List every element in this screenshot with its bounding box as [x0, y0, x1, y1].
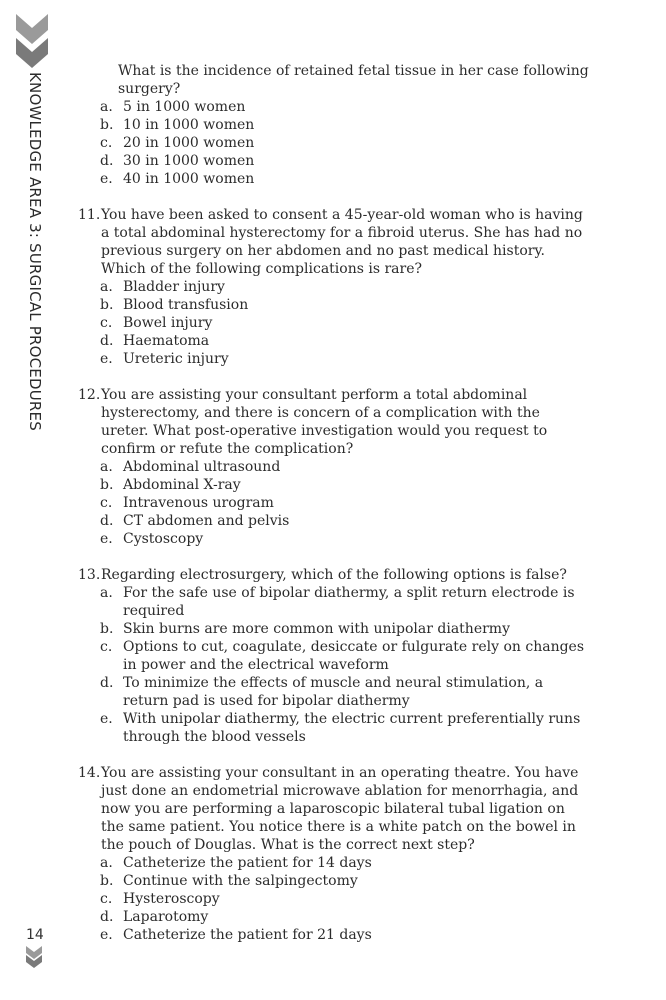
option-a [78, 854, 590, 872]
page-number: 14 [26, 927, 44, 943]
option-text: 5 in 1000 women [123, 99, 246, 115]
option-c [78, 638, 590, 674]
option-letter: d. [100, 909, 114, 925]
option-list [78, 98, 590, 188]
option-letter: c. [100, 891, 113, 907]
option-a [78, 584, 590, 620]
option-text: For the safe use of bipolar diathermy, a split return electrode is required [123, 585, 575, 619]
option-e [78, 710, 590, 746]
question-14 [78, 764, 590, 854]
question-number: 14. [78, 765, 101, 781]
option-d [78, 512, 590, 530]
option-text: Blood transfusion [123, 297, 249, 313]
question-stem: You are assisting your consultant perform a total abdominal hysterectomy, and there is concern of a complication with the ureter. What post-operative investigation would you request to confirm or refute the complication? [101, 387, 548, 457]
question-12 [78, 386, 590, 458]
option-letter: d. [100, 333, 114, 349]
option-e [78, 530, 590, 548]
option-letter: c. [100, 315, 113, 331]
option-text: 30 in 1000 women [123, 153, 255, 169]
option-letter: e. [100, 711, 113, 727]
option-text: Haematoma [123, 333, 210, 349]
option-text: Intravenous urogram [123, 495, 274, 511]
option-text: Bowel injury [123, 315, 213, 331]
option-text: Abdominal X-ray [123, 477, 241, 493]
option-letter: d. [100, 675, 114, 691]
option-text: 20 in 1000 women [123, 135, 255, 151]
option-letter: c. [100, 639, 113, 655]
question-stem: You have been asked to consent a 45-year-old woman who is having a total abdominal hysterectomy for a fibroid uterus. She has had no previous surgery on her abdomen and no past medical history. Which of the following complications is rare? [101, 207, 583, 277]
question-stem [101, 62, 590, 98]
question-number: 11. [78, 207, 101, 223]
option-a [78, 458, 590, 476]
option-text: Laparotomy [123, 909, 209, 925]
option-letter: e. [100, 531, 113, 547]
small-double-chevron-icon [26, 946, 42, 968]
option-letter: c. [100, 135, 113, 151]
option-b [78, 116, 590, 134]
option-text: With unipolar diathermy, the electric current preferentially runs through the blood vessels [123, 711, 581, 745]
option-text: 10 in 1000 women [123, 117, 255, 133]
option-d [78, 908, 590, 926]
option-text: Skin burns are more common with unipolar diathermy [123, 621, 510, 637]
option-text: Bladder injury [123, 279, 225, 295]
option-letter: d. [100, 153, 114, 169]
option-d [78, 674, 590, 710]
option-b [78, 620, 590, 638]
option-e [78, 926, 590, 944]
option-text: Hysteroscopy [123, 891, 220, 907]
continued-question [78, 62, 590, 98]
question-number: 12. [78, 387, 101, 403]
option-letter: e. [100, 171, 113, 187]
option-text: Cystoscopy [123, 531, 204, 547]
option-letter: c. [100, 495, 113, 511]
option-text: Continue with the salpingectomy [123, 873, 358, 889]
option-letter: a. [100, 585, 113, 601]
question-stem: Regarding electrosurgery, which of the following options is false? [101, 567, 567, 583]
option-b [78, 296, 590, 314]
option-letter: d. [100, 513, 114, 529]
option-letter: b. [100, 477, 114, 493]
option-c [78, 494, 590, 512]
question-number: 13. [78, 567, 101, 583]
option-letter: b. [100, 297, 114, 313]
option-text: To minimize the effects of muscle and neural stimulation, a return pad is used for bipolar diathermy [123, 675, 544, 709]
section-header: KNOWLEDGE AREA 3: SURGICAL PROCEDURES [26, 72, 44, 431]
option-a [78, 278, 590, 296]
question-13 [78, 566, 590, 584]
option-list [78, 584, 590, 746]
option-text: Ureteric injury [123, 351, 229, 367]
option-text: 40 in 1000 women [123, 171, 255, 187]
option-e [78, 350, 590, 368]
option-text: Options to cut, coagulate, desiccate or fulgurate rely on changes in power and the electrical waveform [123, 639, 585, 673]
option-text: Catheterize the patient for 14 days [123, 855, 372, 871]
option-letter: a. [100, 459, 113, 475]
option-e [78, 170, 590, 188]
option-d [78, 332, 590, 350]
option-c [78, 134, 590, 152]
option-list [78, 458, 590, 548]
option-text: Catheterize the patient for 21 days [123, 927, 372, 943]
question-11 [78, 206, 590, 278]
option-b [78, 872, 590, 890]
option-letter: a. [100, 99, 113, 115]
option-letter: e. [100, 927, 113, 943]
option-c [78, 890, 590, 908]
option-a [78, 98, 590, 116]
option-text: Abdominal ultrasound [123, 459, 281, 475]
option-list [78, 854, 590, 944]
option-c [78, 314, 590, 332]
option-d [78, 152, 590, 170]
question-content [78, 62, 590, 944]
option-letter: a. [100, 855, 113, 871]
double-chevron-down-icon [14, 14, 50, 72]
option-text: CT abdomen and pelvis [123, 513, 290, 529]
option-letter: b. [100, 117, 114, 133]
option-letter: e. [100, 351, 113, 367]
option-letter: b. [100, 873, 114, 889]
option-b [78, 476, 590, 494]
question-stem: You are assisting your consultant in an operating theatre. You have just done an endometrial microwave ablation for menorrhagia, and now you are performing a laparoscopic bilateral tubal ligation on the same patient. You notice there is a white patch on the bowel in the pouch of Douglas. What is the correct next step? [101, 765, 579, 853]
option-letter: b. [100, 621, 114, 637]
option-letter: a. [100, 279, 113, 295]
option-list [78, 278, 590, 368]
stem-text: What is the incidence of retained fetal tissue in her case following surgery? [118, 63, 589, 97]
